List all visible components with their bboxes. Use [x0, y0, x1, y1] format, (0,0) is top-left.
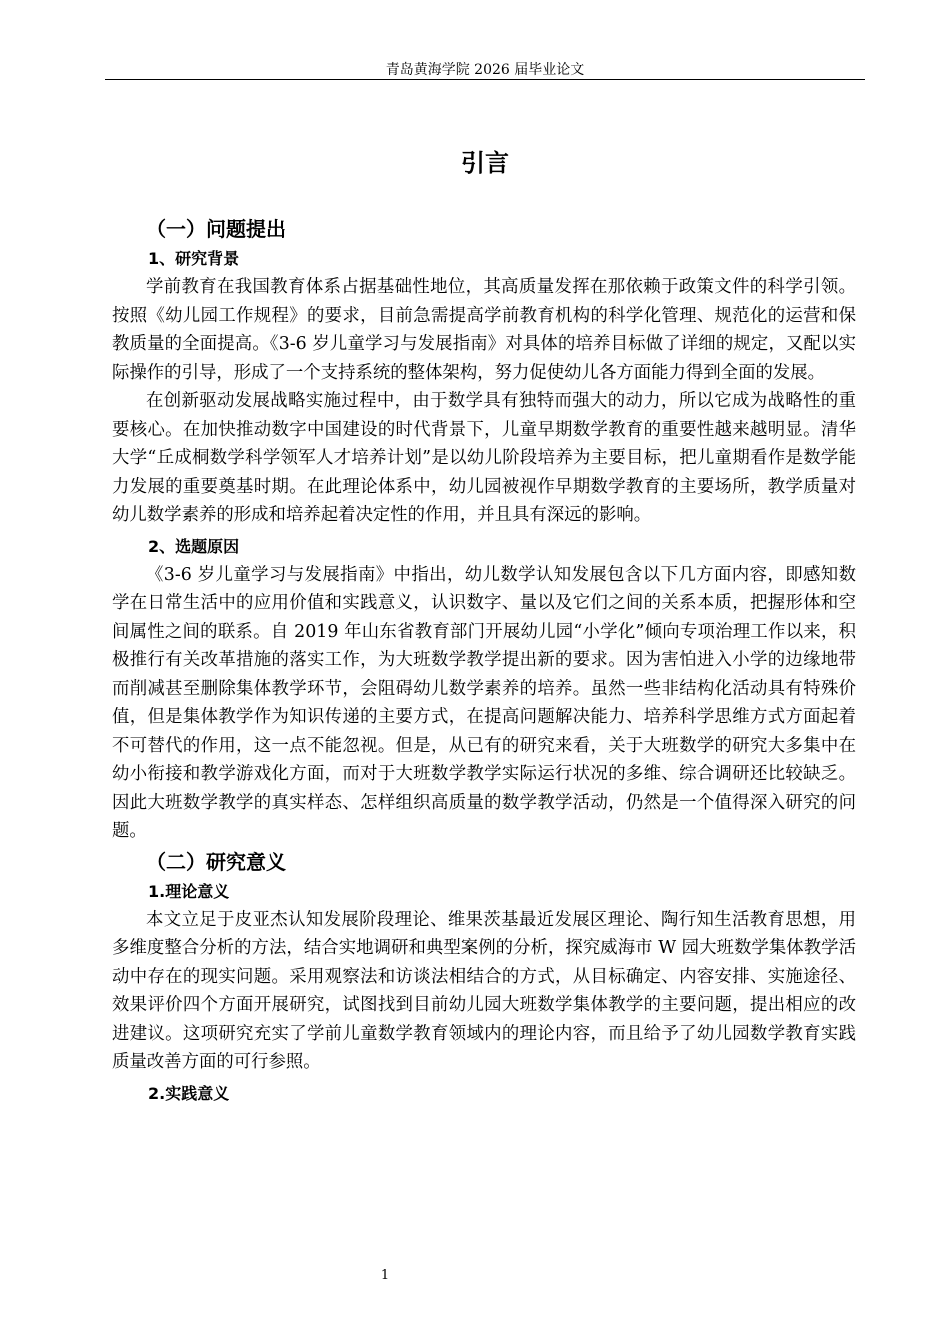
paragraph: 本文立足于皮亚杰认知发展阶段理论、维果茨基最近发展区理论、陶行知生活教育思想，用多维度整合分析的方法，结合实地调研和典型案例的分析，探究威海市 W 园大班数学集体教学活动中存在的现实问题。采用观察法和访谈法相结合的方式，从目标确定、内容安排、实施途径、效果评价四个方面开展研究，试图找到目前幼儿园大班数学集体教学的主要问题，提出相应的改进建议。这项研究充实了学前儿童数学教育领域内的理论内容，而且给予了幼儿园数学教育实践质量改善方面的可行参照。 [112, 909, 856, 1072]
header-rule [105, 79, 865, 80]
page-number: 1 [380, 1268, 390, 1283]
paragraph: 学前教育在我国教育体系占据基础性地位，其高质量发挥在那依赖于政策文件的科学引领。按照《幼儿园工作规程》的要求，目前急需提高学前教育机构的科学化管理、规范化的运营和保教质量的全面提高。《3-6 岁儿童学习与发展指南》对具体的培养目标做了详细的规定，又配以实际操作的引导，形成了一个支持系统的整体架构，努力促使幼儿各方面能力得到全面的发展。 [112, 277, 856, 383]
body-content [112, 213, 856, 1108]
section-heading-problem: （一）问题提出 [146, 217, 286, 241]
paragraph: 《3-6 岁儿童学习与发展指南》中指出，幼儿数学认知发展包含以下几方面内容，即感知数学在日常生活中的应用价值和实践意义，认识数字、量以及它们之间的关系本质，把握形体和空间属性之间的联系。自 2019 年山东省教育部门开展幼儿园“小学化”倾向专项治理工作以来，积极推行有关改革措施的落实工作，为大班数学教学提出新的要求。因为害怕进入小学的边缘地带而削减甚至删除集体教学环节，会阻碍幼儿数学素养的培养。虽然一些非结构化活动具有特殊价值，但是集体教学作为知识传递的主要方式，在提高问题解决能力、培养科学思维方式方面起着不可替代的作用，这一点不能忽视。但是，从已有的研究来看，关于大班数学的研究大多集中在幼小衔接和教学游戏化方面，而对于大班数学教学实际运行状况的多维、综合调研还比较缺乏。因此大班数学教学的真实样态、怎样组织高质量的数学教学活动，仍然是一个值得深入研究的问题。 [112, 564, 856, 841]
subsection-heading-theory: 1.理论意义 [148, 881, 230, 901]
subsection-heading-reason: 2、选题原因 [148, 536, 240, 556]
subsection-heading-background: 1、研究背景 [148, 249, 240, 268]
subsection-heading-practice: 2.实践意义 [148, 1083, 230, 1103]
section-heading-significance: （二）研究意义 [146, 849, 286, 874]
page-title: 引言 [461, 149, 509, 177]
paragraph: 在创新驱动发展战略实施过程中，由于数学具有独特而强大的动力，所以它成为战略性的重要核心。在加快推动数字中国建设的时代背景下，儿童早期数学教育的重要性越来越明显。清华大学“丘成桐数学科学领军人才培养计划”是以幼儿阶段培养为主要目标，把儿童期看作是数学能力发展的重要奠基时期。在此理论体系中，幼儿园被视作早期数学教育的主要场所，教学质量对幼儿数学素养的形成和培养起着决定性的作用，并且具有深远的影响。 [112, 391, 856, 525]
running-header: 青岛黄海学院 2026 届毕业论文 [385, 62, 585, 78]
